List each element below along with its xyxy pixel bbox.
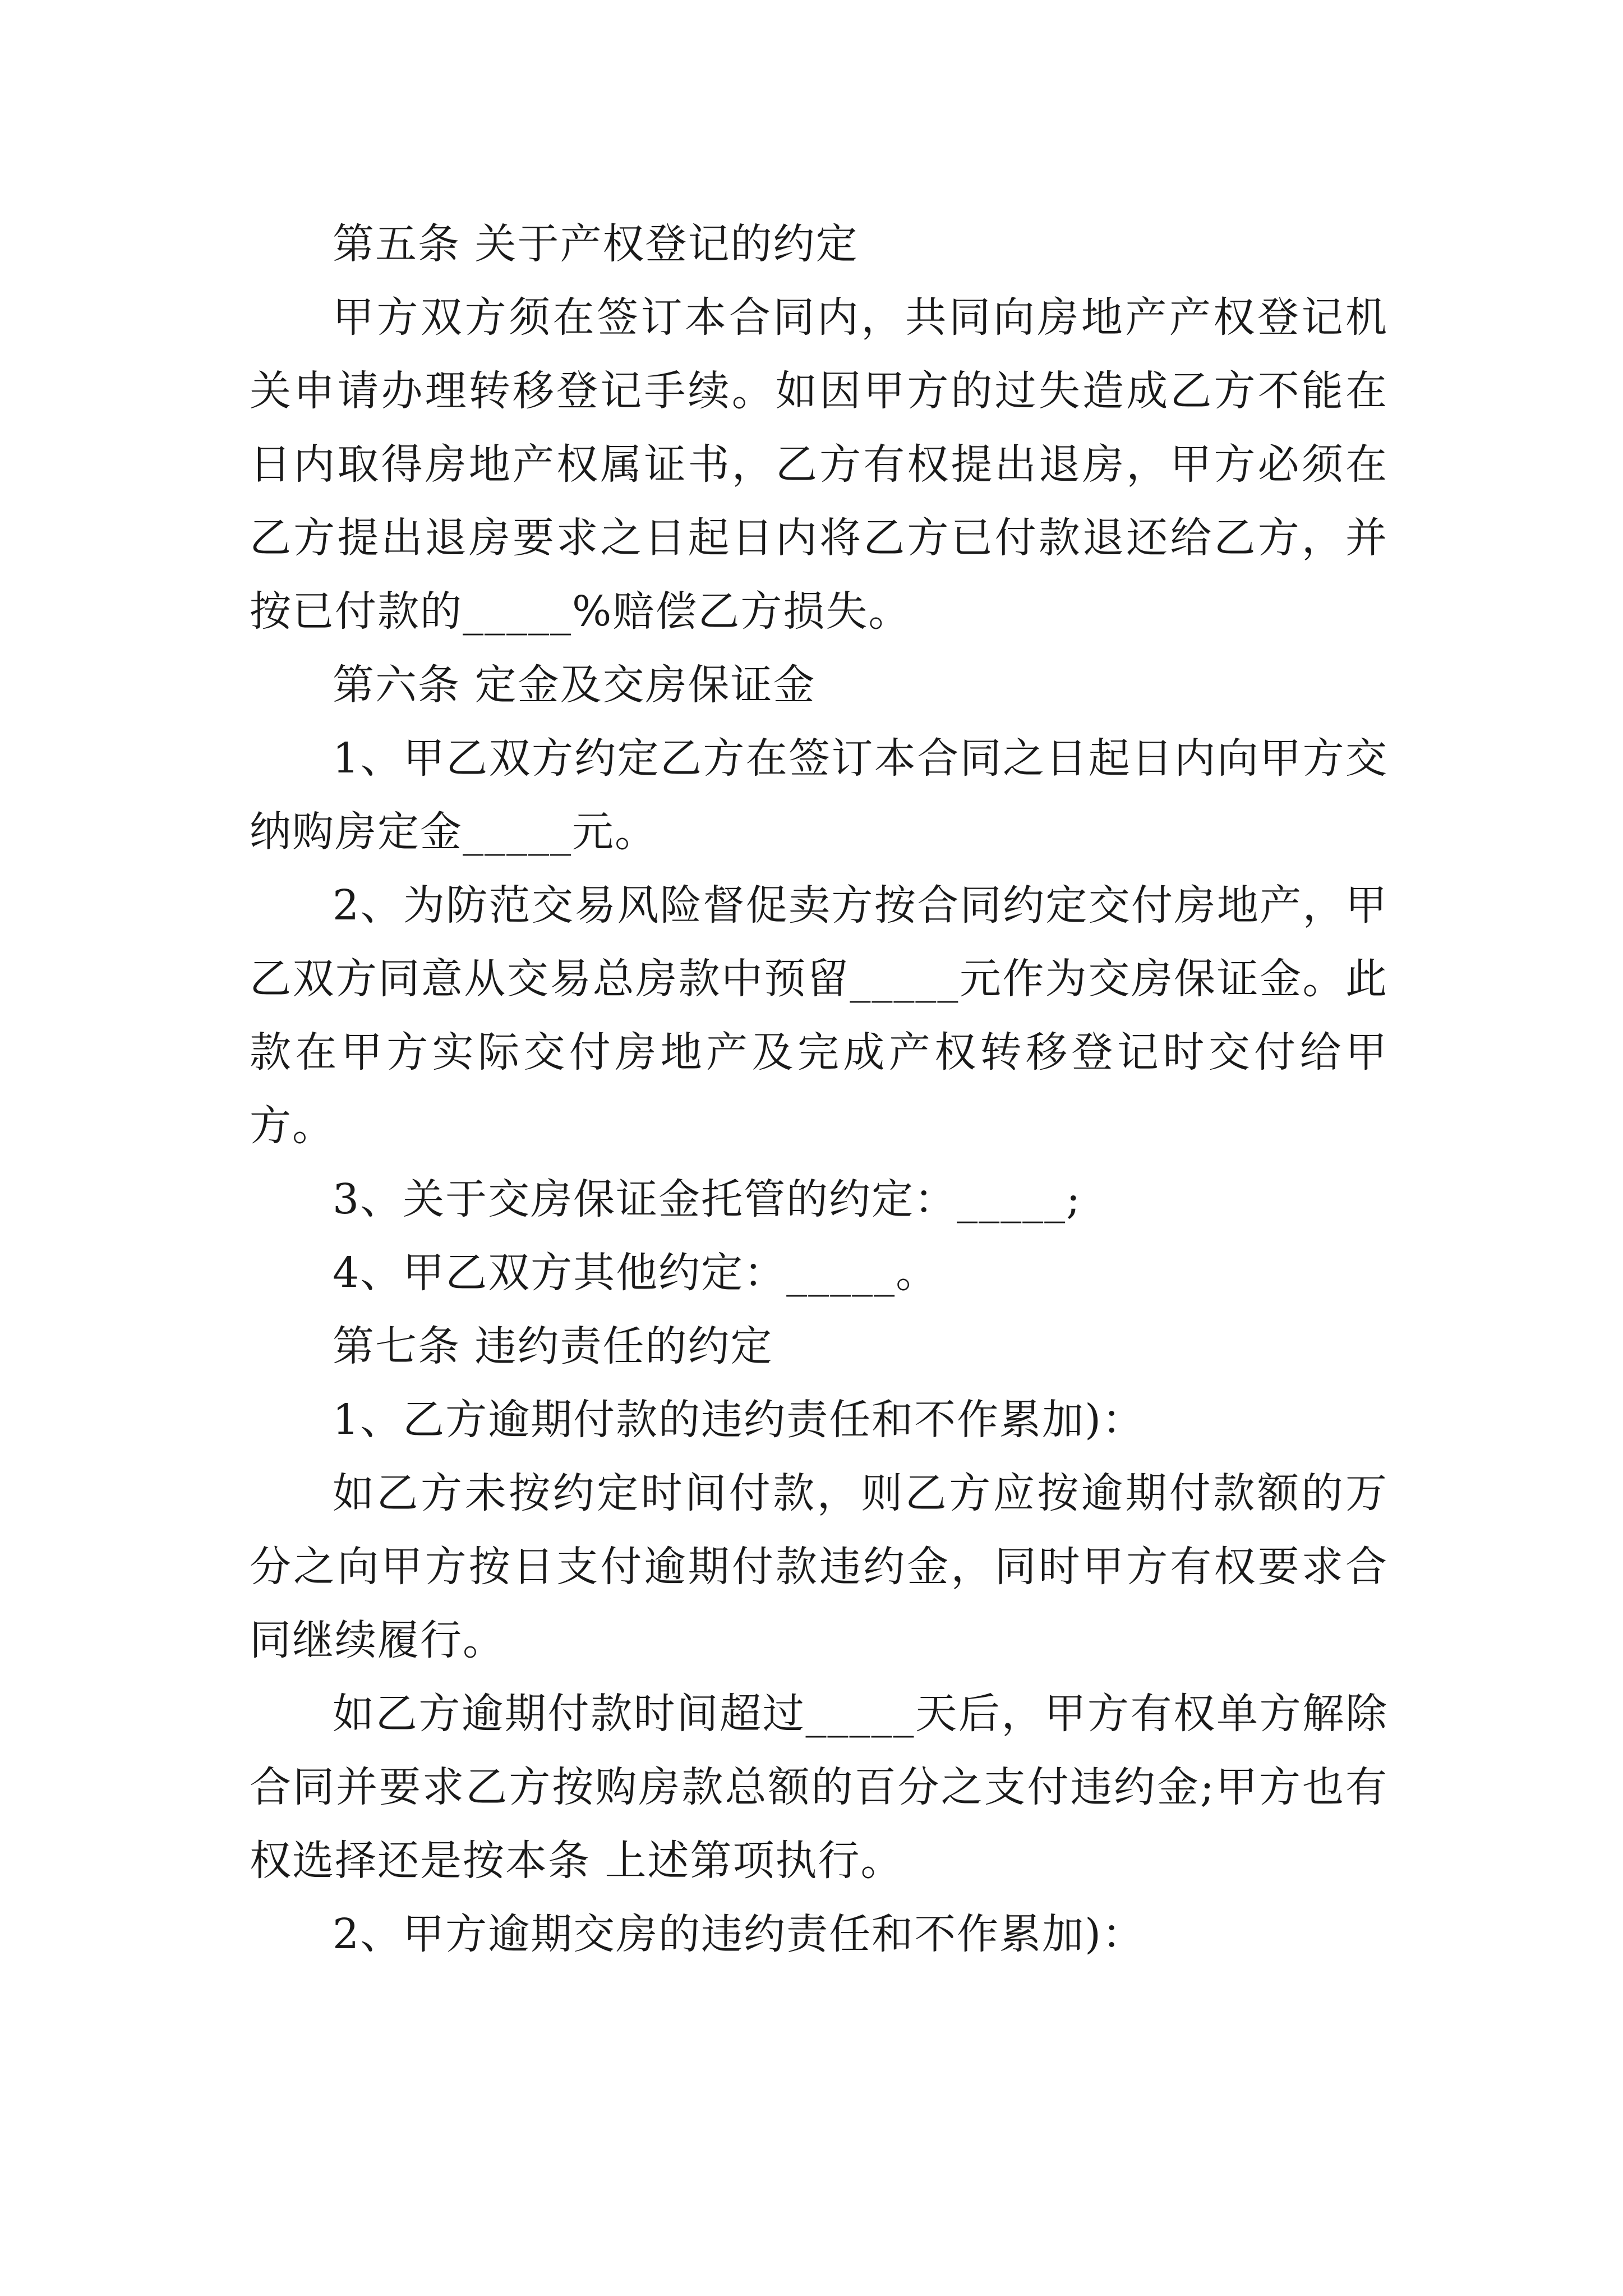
article-7-clause-2: 2、甲方逾期交房的违约责任和不作累加)： [333, 1910, 1145, 1958]
article-7-heading: 第七条 违约责任的约定 [333, 1322, 773, 1370]
contract-text [250, 208, 1388, 1971]
article-5-heading: 第五条 关于产权登记的约定 [333, 220, 859, 268]
article-7-clause-1-detail-b: 如乙方逾期付款时间超过_____天后，甲方有权单方解除合同并要求乙方按购房款总额的百分之支付违约金;甲方也有权选择还是按本条 上述第项执行。 [250, 1690, 1388, 1885]
article-7-clause-1: 1、乙方逾期付款的违约责任和不作累加)： [333, 1396, 1145, 1444]
article-5-paragraph: 甲方双方须在签订本合同内，共同向房地产产权登记机关申请办理转移登记手续。如因甲方的过失造成乙方不能在日内取得房地产权属证书，乙方有权提出退房，甲方必须在乙方提出退房要求之日起日内将乙方已付款退还给乙方，并按已付款的_____%赔偿乙方损失。 [250, 293, 1388, 636]
article-6-clause-3: 3、关于交房保证金托管的约定：_____; [333, 1175, 1082, 1223]
article-6-heading: 第六条 定金及交房保证金 [333, 661, 816, 709]
article-6-clause-1: 1、甲乙双方约定乙方在签订本合同之日起日内向甲方交纳购房定金_____元。 [250, 734, 1388, 856]
article-7-clause-1-detail-a: 如乙方未按约定时间付款，则乙方应按逾期付款额的万分之向甲方按日支付逾期付款违约金，同时甲方有权要求合同继续履行。 [250, 1469, 1388, 1664]
article-6-clause-2: 2、为防范交易风险督促卖方按合同约定交付房地产，甲乙双方同意从交易总房款中预留_____元作为交房保证金。此款在甲方实际交付房地产及完成产权转移登记时交付给甲方。 [250, 881, 1388, 1150]
article-6-clause-4: 4、甲乙双方其他约定：_____。 [333, 1249, 939, 1297]
